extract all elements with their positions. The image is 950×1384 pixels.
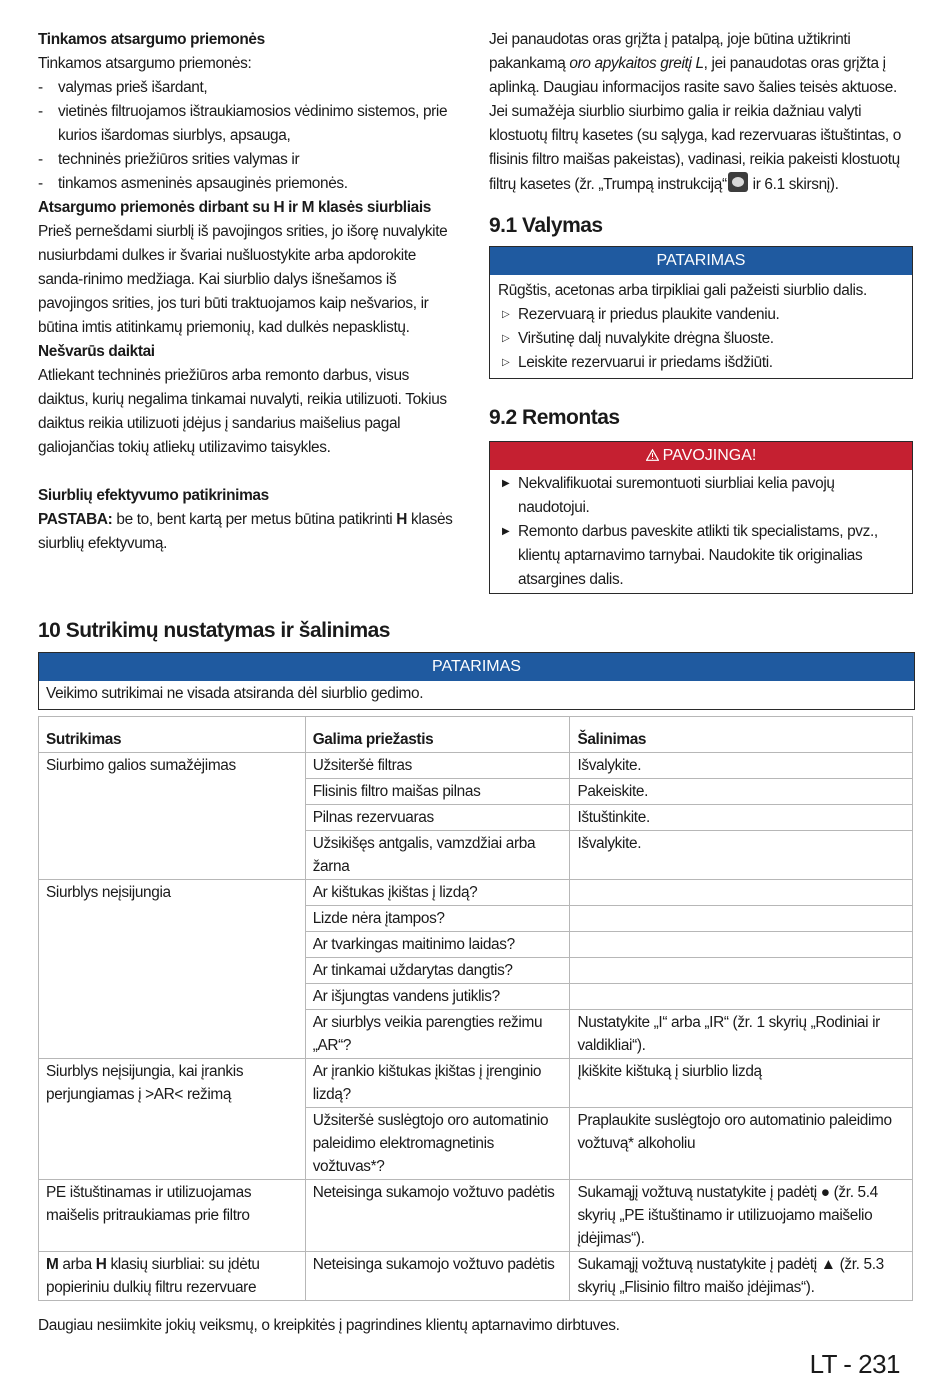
list-item: ▷ Viršutinę dalį nuvalykite drėgna šluoste. xyxy=(498,327,904,351)
note-label: PASTABA: xyxy=(38,511,113,528)
list-item: ▷ Leiskite rezervuarui ir priedams išdžiūti. xyxy=(498,351,904,375)
note-box xyxy=(38,652,915,710)
table-row xyxy=(39,753,913,779)
remedy-cell xyxy=(570,932,913,958)
cause-cell: Ar tinkamai uždarytas dangtis? xyxy=(305,958,570,984)
section-heading-9-2: 9.2 Remontas xyxy=(489,406,620,429)
danger-box xyxy=(489,441,913,594)
section-title: Atsargumo priemonės dirbant su H ir M klasės siurbliais xyxy=(38,199,431,216)
cause-cell: Flisinis filtro maišas pilnas xyxy=(305,779,570,805)
fault-cell: Siurblys neįsijungia, kai įrankis perjungiamas į >AR< režimą xyxy=(39,1059,306,1180)
cause-cell: Užsiteršė filtras xyxy=(305,753,570,779)
column-header: Sutrikimas xyxy=(39,717,306,753)
column-header: Šalinimas xyxy=(570,717,913,753)
cause-cell: Neteisinga sukamojo vožtuvo padėtis xyxy=(305,1252,570,1301)
remedy-cell: Įkiškite kištuką į siurblio lizdą xyxy=(570,1059,913,1108)
cause-cell: Užsiteršė suslėgtojo oro automatinio paleidimo elektromagnetinis vožtuvas*? xyxy=(305,1108,570,1180)
cause-cell: Ar išjungtas vandens jutiklis? xyxy=(305,984,570,1010)
list-item: - valymas prieš išardant, xyxy=(38,76,462,100)
cause-cell: Ar įrankio kištukas įkištas į įrenginio lizdą? xyxy=(305,1059,570,1108)
cause-cell: Pilnas rezervuaras xyxy=(305,805,570,831)
triangle-bullet-icon: ▷ xyxy=(502,309,510,320)
left-column xyxy=(38,28,462,556)
note-header: PATARIMAS xyxy=(490,247,912,275)
table-row xyxy=(39,1059,913,1108)
cause-cell: Neteisinga sukamojo vožtuvo padėtis xyxy=(305,1180,570,1252)
paragraph: PASTABA: be to, bent kartą per metus būtina patikrinti H klasės siurblių efektyvumą. xyxy=(38,511,453,552)
triangle-bullet-icon: ▷ xyxy=(502,357,510,368)
list-item: - tinkamos asmeninės apsauginės priemonės. xyxy=(38,172,462,196)
section-title: Siurblių efektyvumo patikrinimas xyxy=(38,487,269,504)
list-item: ▶ Remonto darbus paveskite atlikti tik specialistams, pvz., klientų aptarnavimo tarnybai. Naudokite tik originalias atsargines dalis. xyxy=(498,520,904,592)
remedy-cell: Išvalykite. xyxy=(570,831,913,880)
table-body xyxy=(39,753,913,1301)
arrow-bullet-icon: ▶ xyxy=(502,526,510,537)
list-item: ▶ Nekvalifikuotai suremontuoti siurbliai kelia pavojų naudotojui. xyxy=(498,472,904,520)
remedy-cell: Sukamąjį vožtuvą nustatykite į padėtį ▲ (žr. 5.3 skyrių „Flisinio filtro maišo įdėjimas“). xyxy=(570,1252,913,1301)
table-header-row xyxy=(39,717,913,753)
note-text: Veikimo sutrikimai ne visada atsiranda dėl siurblio gedimo. xyxy=(46,685,424,702)
triangle-bullet-icon: ▷ xyxy=(502,333,510,344)
danger-header: PAVOJINGA! xyxy=(490,442,912,470)
remedy-cell: Pakeiskite. xyxy=(570,779,913,805)
remedy-cell xyxy=(570,880,913,906)
paragraph: Atliekant techninės priežiūros arba remonto darbus, visus daiktus, kurių negalima tinkamai nuvalyti, reikia utilizuoti. Tokius daiktus reikia utilizuoti įdėjus į sandarius maišelius pagal galiojančias tokių atliekų utilizavimo taisykles. xyxy=(38,367,447,456)
cause-cell: Ar tvarkingas maitinimo laidas? xyxy=(305,932,570,958)
remedy-cell xyxy=(570,984,913,1010)
table-row xyxy=(39,880,913,906)
section-title: Nešvarūs daiktai xyxy=(38,343,155,360)
remedy-cell: Praplaukite suslėgtojo oro automatinio paleidimo vožtuvą* alkoholiu xyxy=(570,1108,913,1180)
warning-triangle-icon xyxy=(646,449,659,461)
remedy-cell xyxy=(570,906,913,932)
fault-cell: Siurblys neįsijungia xyxy=(39,880,306,1059)
cause-cell: Ar siurblys veikia parengties režimu „AR“? xyxy=(305,1010,570,1059)
footer-note: Daugiau nesiimkite jokių veiksmų, o kreipkitės į pagrindines klientų aptarnavimo dirbtuves. xyxy=(38,1317,620,1334)
paragraph: Prieš pernešdami siurblį iš pavojingos srities, jo išorę nuvalykite nusiurbdami dulkes ir švariai nušluostykite arba apdorokite sanda-rinimo medžiaga. Kai siurblio dalys išnešamos iš pavojingos srities, jos turi būti traktuojamos kaip nešvarios, ir būtina imtis atitinkamų priemonių, kad dulkės nepasklistų. xyxy=(38,223,448,336)
remedy-cell xyxy=(570,958,913,984)
paragraph: Jei panaudotas oras grįžta į patalpą, joje būtina užtikrinti pakankamą oro apykaitos greitį L, jei panaudotas oras grįžta į aplinką. Daugiau informacijos rasite savo šalies teisės aktuose. xyxy=(489,31,897,96)
section-heading-10: 10 Sutrikimų nustatymas ir šalinimas xyxy=(38,619,390,642)
table-row xyxy=(39,1252,913,1301)
dash-list xyxy=(38,76,462,196)
note-box xyxy=(489,246,913,379)
list-item: ▷ Rezervuarą ir priedus plaukite vandeniu. xyxy=(498,303,904,327)
quick-guide-book-icon xyxy=(728,172,748,192)
remedy-cell: Ištuštinkite. xyxy=(570,805,913,831)
right-column xyxy=(489,28,913,594)
cause-cell: Lizde nėra įtampos? xyxy=(305,906,570,932)
remedy-cell: Sukamąjį vožtuvą nustatykite į padėtį ● (žr. 5.4 skyrių „PE ištuštinamo ir utilizuojamo maišelio įdėjimas“). xyxy=(570,1180,913,1252)
column-header: Galima priežastis xyxy=(305,717,570,753)
table-row xyxy=(39,1180,913,1252)
arrow-bullet-icon: ▶ xyxy=(502,478,510,489)
triangle-list xyxy=(498,303,904,375)
fault-cell: PE ištuštinamas ir utilizuojamas maišelis pritraukiamas prie filtro xyxy=(39,1180,306,1252)
section-heading-9-1: 9.1 Valymas xyxy=(489,214,603,237)
cause-cell: Ar kištukas įkištas į lizdą? xyxy=(305,880,570,906)
note-text: Rūgštis, acetonas arba tirpikliai gali pažeisti siurblio dalis. xyxy=(498,282,867,299)
fault-cell: M arba H klasių siurbliai: su įdėtu popieriniu dulkių filtru rezervuare xyxy=(39,1252,306,1301)
paragraph: Jei sumažėja siurblio siurbimo galia ir reikia dažniau valyti klostuotų filtrų kasetes (su sąlyga, kad rezervuaras ištuštintas, o flisinis filtro maišas pakeistas), vadinasi, reikia pakeisti klostuotų filtrų kasetes (žr. „Trumpą instrukciją“ ir 6.1 skirsnį). xyxy=(489,103,901,193)
section-title: Tinkamos atsargumo priemonės xyxy=(38,31,265,48)
note-header: PATARIMAS xyxy=(39,653,914,681)
page-number: LT - 231 xyxy=(809,1349,900,1379)
list-item: - techninės priežiūros srities valymas ir xyxy=(38,148,462,172)
cause-cell: Užsikišęs antgalis, vamzdžiai arba žarna xyxy=(305,831,570,880)
remedy-cell: Išvalykite. xyxy=(570,753,913,779)
arrow-list xyxy=(498,472,904,592)
remedy-cell: Nustatykite „I“ arba „IR“ (žr. 1 skyrių „Rodiniai ir valdikliai“). xyxy=(570,1010,913,1059)
troubleshooting-table xyxy=(38,716,913,1301)
list-item: - vietinės filtruojamos ištraukiamosios vėdinimo sistemos, prie kurios išardomas siurblys, apsauga, xyxy=(38,100,462,148)
paragraph: Tinkamos atsargumo priemonės: xyxy=(38,55,252,72)
fault-cell: Siurbimo galios sumažėjimas xyxy=(39,753,306,880)
